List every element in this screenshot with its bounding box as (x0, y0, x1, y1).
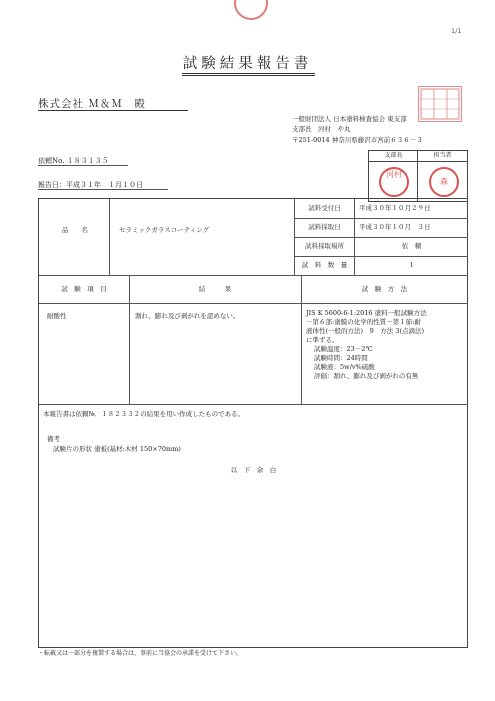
footer-note: ・転載又は一部分を複製する場合は、事前に当協会の承諾を受けて下さい。 (38, 650, 243, 657)
test-method (306, 309, 466, 381)
test-result: 割れ、膨れ及び剥がれを認めない。 (135, 312, 240, 320)
rule (294, 199, 295, 275)
method-line: 評価：割れ、膨れ及び剥がれの有無 (314, 372, 419, 380)
test-item: 耐酸性 (47, 312, 67, 320)
approval-stamp-box (368, 150, 468, 202)
method-line: 試験時間：24時間 (314, 354, 368, 362)
report-date: 報告日：平成３１年 １月１０日 (38, 181, 143, 189)
stamp-divider (417, 151, 418, 201)
request-number: 依頼No. １８３１３５ (38, 157, 109, 165)
rule (129, 275, 130, 404)
sample-info-value: １ (408, 261, 415, 269)
rule (301, 275, 302, 404)
association-seal-icon (418, 86, 462, 122)
staff-seal (429, 167, 459, 197)
header-test-method: 試 験 方 法 (361, 285, 408, 293)
rule (39, 404, 468, 405)
end-mark: 以 下 余 白 (230, 466, 277, 474)
remarks-label: 備考 (47, 435, 60, 443)
rule (354, 199, 355, 275)
product-value: セラミックガラスコーティング (119, 226, 210, 234)
issuer-line-2: 支部長 河村 や丸 (292, 125, 351, 134)
client-underline (38, 110, 188, 111)
rule (109, 199, 110, 275)
report-table (38, 198, 468, 648)
method-line: 液体性(一般的方法) 9 方法 3(点滴法) (306, 327, 424, 335)
seal-grid-icon (419, 87, 461, 121)
title-underline (182, 73, 315, 74)
sample-info-label: 試料採取場所 (305, 242, 344, 250)
rule (294, 237, 468, 238)
request-number-underline (38, 165, 128, 166)
sample-info-label: 試料受付日 (308, 204, 341, 212)
top-seal-icon (234, 0, 268, 20)
stamp-header-left: 支部長 (369, 151, 418, 162)
sample-info-label: 試料採取日 (308, 223, 341, 231)
rule (294, 256, 468, 257)
branch-head-seal (379, 167, 409, 197)
header-result: 結 果 (198, 285, 232, 293)
sample-info-value: 平成３０年１０月２９日 (359, 204, 431, 212)
report-date-underline (38, 189, 168, 190)
method-line: －第６部:塗膜の化学的性質－第１節:耐 (306, 318, 421, 326)
sample-info-label: 試 料 数 量 (301, 261, 348, 269)
staff-seal-text: 森 (440, 177, 448, 186)
product-label: 品 名 (62, 226, 88, 234)
issuer-line-1: 一般財団法人 日本塗料検査協会 東支部 (292, 115, 407, 123)
remarks-text: 試験片の形状 塗板(基材:木材 150×70mm) (53, 445, 181, 453)
rule (39, 275, 468, 276)
title-underline-2 (182, 75, 315, 76)
client-name: 株式会社 Ｍ＆Ｍ 殿 (38, 98, 146, 110)
rule (39, 303, 468, 304)
note-line: 本報告書は依頼№．１８２３３２の結果を用い作成したものである。 (43, 410, 245, 418)
sample-info-value: 平成３０年１０月 ３日 (359, 223, 431, 231)
method-line: 試験温度：23－2℃ (314, 345, 373, 353)
document-title: 試験結果報告書 (182, 56, 313, 72)
method-line: JIS K 5600-6-1:2016 塗料一般試験方法 (306, 309, 427, 317)
sample-info-value: 依 頼 (401, 242, 422, 250)
rule (294, 218, 468, 219)
method-line: 試験液：5w/v%硫酸 (314, 363, 375, 371)
issuer-line-3: 〒251-0014 神奈川県藤沢市宮前６３６－３ (292, 135, 423, 144)
header-test-item: 試 験 項 目 (61, 285, 107, 293)
branch-head-seal-text: 河村 (386, 170, 402, 179)
method-line: に準ずる。 (306, 336, 339, 344)
stamp-header-right: 担当者 (418, 151, 467, 162)
page-number: 1/1 (451, 27, 462, 35)
